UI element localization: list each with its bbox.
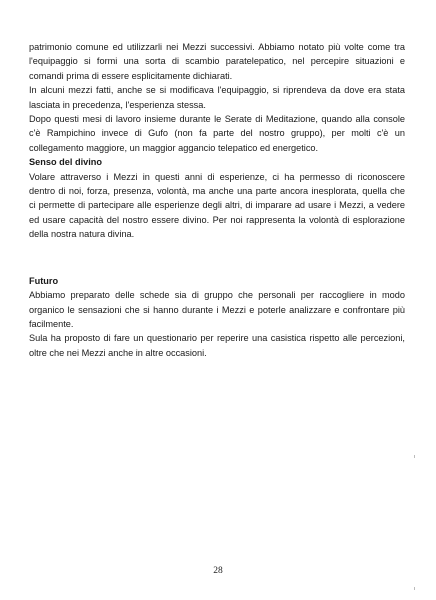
page-body (29, 40, 405, 360)
text-line: Volare attraverso i Mezzi in questi anni di esperienze, ci ha permesso di riconoscere (29, 171, 405, 182)
scan-speck (414, 455, 415, 458)
text-line: comandi prima di essere esplicitamente dichiarati. (29, 70, 233, 81)
text-line: lasciata in precedenza, l'esperienza stessa. (29, 99, 206, 110)
text-line: oltre che nei Mezzi anche in altre occasioni. (29, 347, 207, 358)
text-line: facilmente. (29, 318, 74, 329)
text-line: patrimonio comune ed utilizzarli nei Mezzi successivi. Abbiamo notato più volte come tra (29, 42, 405, 52)
section-heading-futuro: Futuro (29, 275, 59, 286)
text-line: ed usare capacità del nostro essere divino. Per noi rappresenta la volontà di esplorazione (29, 214, 405, 225)
text-line: Abbiamo preparato delle schede sia di gruppo che personali per raccogliere in modo (29, 290, 405, 301)
paragraph-block-1 (29, 40, 405, 155)
text-line: ci permette di partecipare alle esperienze degli altri, di imparare ad usare i Mezzi, a vedere (29, 200, 405, 211)
text-line: collegamento maggiore, un maggior aggancio telepatico ed energetico. (29, 142, 319, 153)
section-heading-senso-del-divino: Senso del divino (29, 157, 103, 168)
text-line: dentro di noi, forza, presenza, volontà, ma anche una parte ancora inesplorata, quella che (29, 186, 405, 197)
section-spacer (29, 242, 405, 274)
text-line: Sula ha proposto di fare un questionario per reperire una casistica rispetto alle percezioni, (29, 333, 405, 344)
text-line: c'è Rampichino invece di Gufo (non fa parte del nostro gruppo), per molti c'è un (29, 128, 405, 139)
text-line: della nostra natura divina. (29, 229, 135, 240)
text-line: organico le sensazioni che si hanno durante i Mezzi e poterle analizzare e confrontare più (29, 304, 405, 315)
text-line: In alcuni mezzi fatti, anche se si modificava l'equipaggio, si riprendeva da dove era stata (29, 85, 405, 96)
paragraph-futuro (29, 288, 405, 360)
scan-speck (414, 587, 415, 590)
text-line: l'equipaggio si formi una sorta di scambio paratelepatico, nel percepire situazioni e (29, 56, 405, 67)
page-number: 28 (213, 566, 223, 576)
text-line: Dopo questi mesi di lavoro insieme durante le Serate di Meditazione, quando alla console (29, 114, 405, 125)
paragraph-senso-del-divino (29, 170, 405, 242)
